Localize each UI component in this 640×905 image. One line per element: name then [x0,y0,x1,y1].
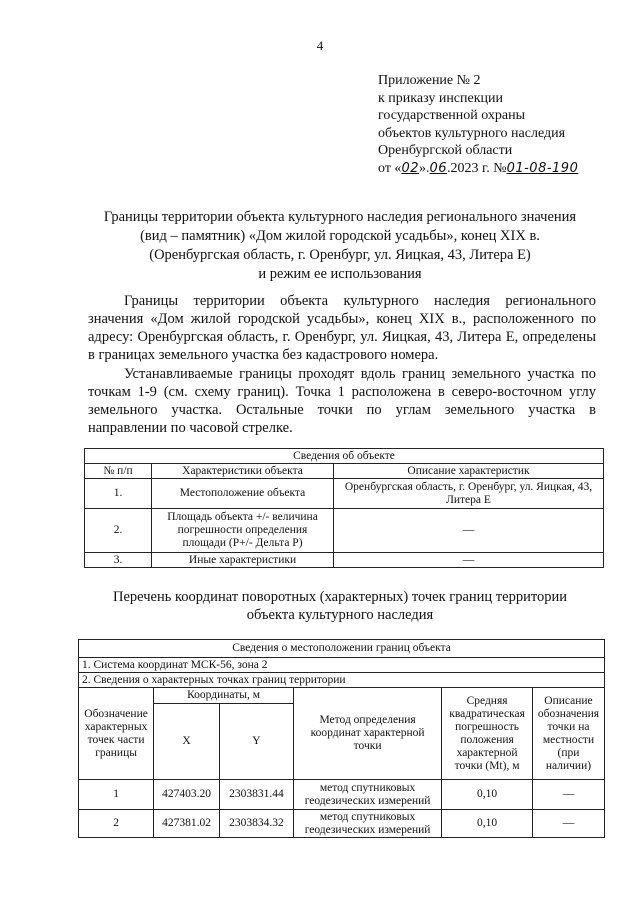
table-header: № п/п [85,464,152,479]
body-paragraph-1 [88,292,596,364]
table-cell: 3. [85,553,152,568]
table-header: Координаты, м [154,688,294,704]
table-cell: — [334,553,604,568]
date-prefix: от « [378,160,402,176]
year-part: .2023 г. № [447,160,507,176]
table-row [79,810,605,838]
title-line: (вид – памятник) «Дом жилой городской усадьбы», конец XIX в. [140,228,540,244]
paragraph-text: Границы территории объекта культурного наследия регионального значения «Дом жилой городской усадьбы», конец XIX в., расположенного по адресу: Оренбургская область, г. Оренбург, ул. Яицкая, 43, Литера Е, определены в границах земельного участка без кадастрового номера. [88,293,596,363]
table-header: X [154,704,220,780]
object-info-table [84,448,604,568]
table-cell: 1 [79,780,154,810]
table-header: Характеристики объекта [152,464,334,479]
paragraph-text: Устанавливаемые границы проходят вдоль границ земельного участка по точкам 1-9 (см. схему границ). Точка 1 расположена в северо-восточном углу земельного участка. Остальные точки по углам земельного участка в направлении по часовой стрелке. [88,366,596,436]
table-header: Обозначение характерных точек части границы [79,688,154,780]
table-cell: 427403.20 [154,780,220,810]
document-title [70,208,610,284]
coordinate-system-row: 1. Система координат МСК-56, зона 2 [79,658,605,673]
table-header: Y [219,704,293,780]
table-caption: Сведения об объекте [85,449,604,464]
table-cell: метод спутниковых геодезических измерений [293,810,441,838]
title-line: (Оренбургская область, г. Оренбург, ул. Яицкая, 43, Литера Е) [149,247,531,263]
table-cell: метод спутниковых геодезических измерений [293,780,441,810]
table-cell: — [532,810,604,838]
appendix-line: объектов культурного наследия [378,125,566,141]
body-paragraph-2 [88,365,596,437]
date-separator: ». [418,160,430,176]
table-cell: Иные характеристики [152,553,334,568]
table-header: Описание характеристик [334,464,604,479]
table-cell: — [334,509,604,553]
table-header: Описание обозначения точки на местности (при наличии) [532,688,604,780]
appendix-line: Приложение № 2 [378,73,481,88]
table-cell: Площадь объекта +/- величина погрешности определения площади (Р+/- Дельта Р) [152,509,334,553]
table-row [79,780,605,810]
table-header: Средняя квадратическая погрешность положения характерной точки (Mt), м [442,688,533,780]
appendix-line: Оренбургской области [378,143,513,158]
coordinates-table [78,639,605,838]
handwritten-order-number: 01-08-190 [506,160,579,176]
handwritten-day: 02 [401,160,419,176]
table-cell: — [532,780,604,810]
table-header: Метод определения координат характерной точки [293,688,441,780]
table-cell: 0,10 [442,810,533,838]
appendix-header [378,72,578,177]
coordinates-list-title [70,588,610,624]
page-number: 4 [316,38,324,53]
handwritten-month: 06 [429,160,448,176]
table-caption: Сведения о местоположении границ объекта [79,640,605,658]
appendix-line: к приказу инспекции [378,90,504,106]
table-cell: 427381.02 [154,810,220,838]
order-date-line [378,160,578,178]
subtitle-line: Перечень координат поворотных (характерных) точек границ территории [112,589,568,605]
title-line: и режим ее использования [258,266,422,282]
title-line: Границы территории объекта культурного наследия регионального значения [103,209,577,225]
table-cell: 2. [85,509,152,553]
table-cell: Местоположение объекта [152,479,334,509]
appendix-line: государственной охраны [378,108,526,123]
table-cell: 2303834.32 [219,810,293,838]
table-cell: Оренбургская область, г. Оренбург, ул. Яицкая, 43, Литера Е [334,479,604,509]
subtitle-line: объекта культурного наследия [246,607,434,623]
section-row: 2. Сведения о характерных точках границ территории [79,673,605,688]
table-cell: 0,10 [442,780,533,810]
table-cell: 1. [85,479,152,509]
table-cell: 2 [79,810,154,838]
table-cell: 2303831.44 [219,780,293,810]
